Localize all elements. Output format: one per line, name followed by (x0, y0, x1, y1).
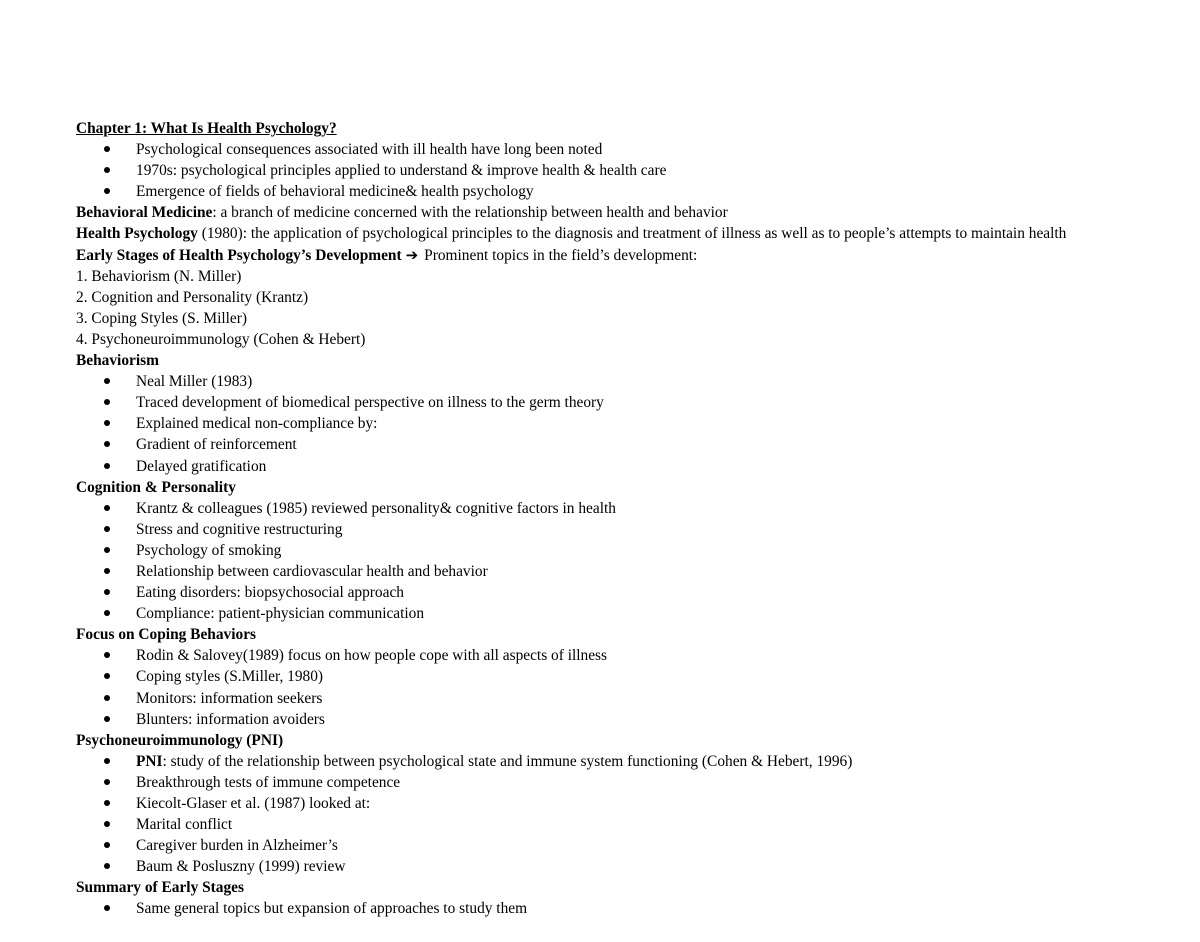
section-heading: Early Stages of Health Psychology’s Development (76, 246, 402, 264)
section-heading-coping: Focus on Coping Behaviors (76, 626, 257, 644)
list-item: Kiecolt-Glaser et al. (1987) looked at: (76, 793, 1126, 814)
list-item: Emergence of fields of behavioral medicine& health psychology (76, 181, 1126, 202)
list-item: Psychology of smoking (76, 540, 1126, 561)
list-item: Same general topics but expansion of approaches to study them (76, 898, 1126, 919)
list-item: Marital conflict (76, 814, 1126, 835)
definition: (1980): the application of psychological principles to the diagnosis and treatment of illness as well as to people’s attempts to maintain health (197, 225, 1067, 243)
list-item: Caregiver burden in Alzheimer’s (76, 835, 1126, 856)
bullet-icon (104, 378, 110, 384)
health-psychology-definition (76, 223, 1126, 244)
topic-item: 2. Cognition and Personality (Krantz) (76, 288, 309, 306)
bullet-icon (104, 505, 110, 511)
cognition-bullet-list (76, 498, 1126, 625)
topic-item: 4. Psychoneuroimmunology (Cohen & Hebert) (76, 330, 366, 348)
bullet-icon (104, 167, 110, 173)
bullet-icon (104, 800, 110, 806)
bullet-icon (104, 420, 110, 426)
section-heading-summary: Summary of Early Stages (76, 879, 245, 897)
chapter-title: Chapter 1: What Is Health Psychology? (76, 120, 337, 137)
early-stages-line (76, 245, 1126, 266)
section-heading-pni: Psychoneuroimmunology (PNI) (76, 731, 284, 749)
term: Health Psychology (76, 225, 198, 243)
bullet-icon (104, 441, 110, 447)
pni-bullet-list (76, 751, 1126, 878)
bullet-icon (104, 568, 110, 574)
bullet-icon (104, 399, 110, 405)
list-item: Baum & Posluszny (1999) review (76, 856, 1126, 877)
section-heading-behaviorism: Behaviorism (76, 352, 159, 370)
bullet-icon (104, 188, 110, 194)
bullet-icon (104, 146, 110, 152)
bullet-icon (104, 695, 110, 701)
bullet-icon (104, 610, 110, 616)
list-item: Monitors: information seekers (76, 688, 1126, 709)
topic-item: 3. Coping Styles (S. Miller) (76, 309, 248, 327)
term: Behavioral Medicine (76, 204, 213, 222)
bullet-icon (104, 905, 110, 911)
list-item: PNI: study of the relationship between psychological state and immune system functioning (Cohen & Hebert, 1996) (76, 751, 1126, 772)
bullet-icon (104, 589, 110, 595)
list-item: Gradient of reinforcement (76, 434, 1126, 455)
bullet-icon (104, 652, 110, 658)
bullet-icon (104, 716, 110, 722)
coping-bullet-list (76, 645, 1126, 729)
list-item: Rodin & Salovey(1989) focus on how people cope with all aspects of illness (76, 645, 1126, 666)
pni-term: PNI (136, 752, 163, 770)
list-item: Relationship between cardiovascular health and behavior (76, 561, 1126, 582)
bullet-icon (104, 821, 110, 827)
list-item: Blunters: information avoiders (76, 709, 1126, 730)
bullet-icon (104, 779, 110, 785)
bullet-icon (104, 547, 110, 553)
bullet-icon (104, 863, 110, 869)
arrow-right-icon: ➔ (405, 245, 419, 264)
list-item: Traced development of biomedical perspective on illness to the germ theory (76, 392, 1126, 413)
topic-item: 1. Behaviorism (N. Miller) (76, 267, 242, 285)
definition: : a branch of medicine concerned with the relationship between health and behavior (212, 204, 728, 222)
list-item: 1970s: psychological principles applied to understand & improve health & health care (76, 160, 1126, 181)
list-item: Explained medical non-compliance by: (76, 413, 1126, 434)
summary-bullet-list (76, 898, 1126, 919)
list-item: Krantz & colleagues (1985) reviewed personality& cognitive factors in health (76, 498, 1126, 519)
behavioral-medicine-definition (76, 202, 1126, 223)
bullet-icon (104, 526, 110, 532)
bullet-icon (104, 842, 110, 848)
list-item: Compliance: patient-physician communication (76, 603, 1126, 624)
list-item: Coping styles (S.Miller, 1980) (76, 666, 1126, 687)
list-item: Psychological consequences associated with ill health have long been noted (76, 139, 1126, 160)
list-item: Neal Miller (1983) (76, 371, 1126, 392)
early-stages-text: Prominent topics in the field’s development: (424, 246, 698, 264)
behaviorism-bullet-list (76, 371, 1126, 476)
bullet-icon (104, 463, 110, 469)
intro-bullet-list (76, 139, 1126, 202)
list-item: Eating disorders: biopsychosocial approach (76, 582, 1126, 603)
list-item: Stress and cognitive restructuring (76, 519, 1126, 540)
list-item: Delayed gratification (76, 456, 1126, 477)
section-heading-cognition: Cognition & Personality (76, 478, 236, 496)
list-item: Breakthrough tests of immune competence (76, 772, 1126, 793)
document-body (76, 118, 1126, 920)
bullet-icon (104, 758, 110, 764)
bullet-icon (104, 673, 110, 679)
